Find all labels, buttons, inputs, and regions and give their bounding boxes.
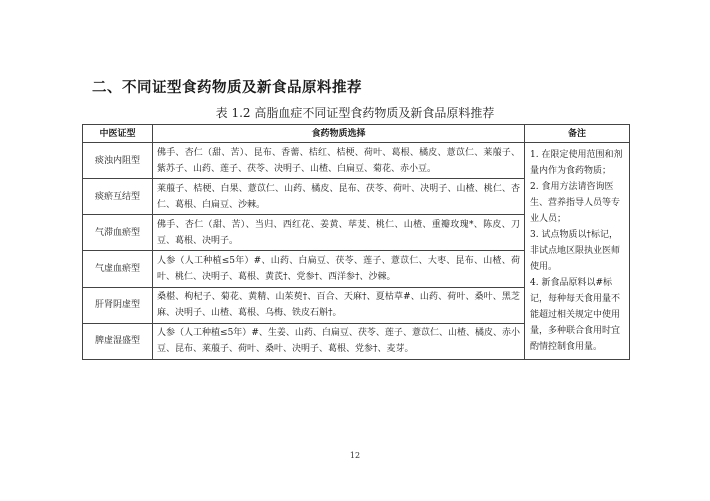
herb-list-cell: 莱菔子、桔梗、白果、薏苡仁、山药、橘皮、昆布、茯苓、荷叶、决明子、山楂、桃仁、杏仁、葛根、白扁豆、沙棘。	[153, 179, 525, 215]
remark-item: 4. 新食品原料以#标记，每种每天食用量不能超过相关规定中使用量，多种联合食用时宜酌情控制食用量。	[530, 278, 621, 352]
remark-item: 3. 试点物质以†标记，非试点地区限执业医师使用。	[530, 230, 621, 272]
herb-list-cell: 桑椹、枸杞子、菊花、黄精、山茱萸†、百合、天麻†、夏枯草#、山药、荷叶、桑叶、黑芝麻、决明子、山楂、葛根、乌梅、铁皮石斛†。	[153, 287, 525, 323]
herb-list-cell: 人参（人工种植≤5年）#、生姜、山药、白扁豆、茯苓、莲子、薏苡仁、山楂、橘皮、赤小豆、昆布、莱菔子、荷叶、桑叶、决明子、葛根、党参†、麦芽。	[153, 323, 525, 359]
syndrome-type-cell: 气虚血瘀型	[83, 251, 153, 287]
recommendation-table	[82, 124, 630, 360]
table-row	[83, 143, 630, 179]
header-food-medicine-selection: 食药物质选择	[153, 125, 525, 143]
section-heading: 二、不同证型食药物质及新食品原料推荐	[92, 80, 362, 96]
header-syndrome-type: 中医证型	[83, 125, 153, 143]
remarks-cell	[525, 143, 630, 360]
header-remarks: 备注	[525, 125, 630, 143]
herb-list-cell: 人参（人工种植≤5年）#、山药、白扁豆、茯苓、莲子、薏苡仁、大枣、昆布、山楂、荷叶、桃仁、决明子、葛根、黄芪†、党参†、西洋参†、沙棘。	[153, 251, 525, 287]
herb-list-cell: 佛手、杏仁（甜、苦）、昆布、香薷、桔红、桔梗、荷叶、葛根、橘皮、薏苡仁、莱菔子、紫苏子、山药、莲子、茯苓、决明子、山楂、白扁豆、菊花、赤小豆。	[153, 143, 525, 179]
remark-item: 1. 在限定使用范围和剂量内作为食药物质；	[530, 150, 623, 176]
syndrome-type-cell: 气滞血瘀型	[83, 215, 153, 251]
herb-list-cell: 佛手、杏仁（甜、苦）、当归、西红花、姜黄、荜茇、桃仁、山楂、重瓣玫瑰*、陈皮、刀豆、葛根、决明子。	[153, 215, 525, 251]
table-header-row	[83, 125, 630, 143]
syndrome-type-cell: 脾虚湿盛型	[83, 323, 153, 359]
syndrome-type-cell: 痰浊内阻型	[83, 143, 153, 179]
remark-item: 2. 食用方法请咨询医生、营养指导人员等专业人员；	[530, 182, 621, 224]
table-caption: 表 1.2 高脂血症不同证型食药物质及新食品原料推荐	[215, 106, 495, 120]
page-number: 12	[349, 451, 361, 460]
syndrome-type-cell: 肝肾阴虚型	[83, 287, 153, 323]
syndrome-type-cell: 痰瘀互结型	[83, 179, 153, 215]
